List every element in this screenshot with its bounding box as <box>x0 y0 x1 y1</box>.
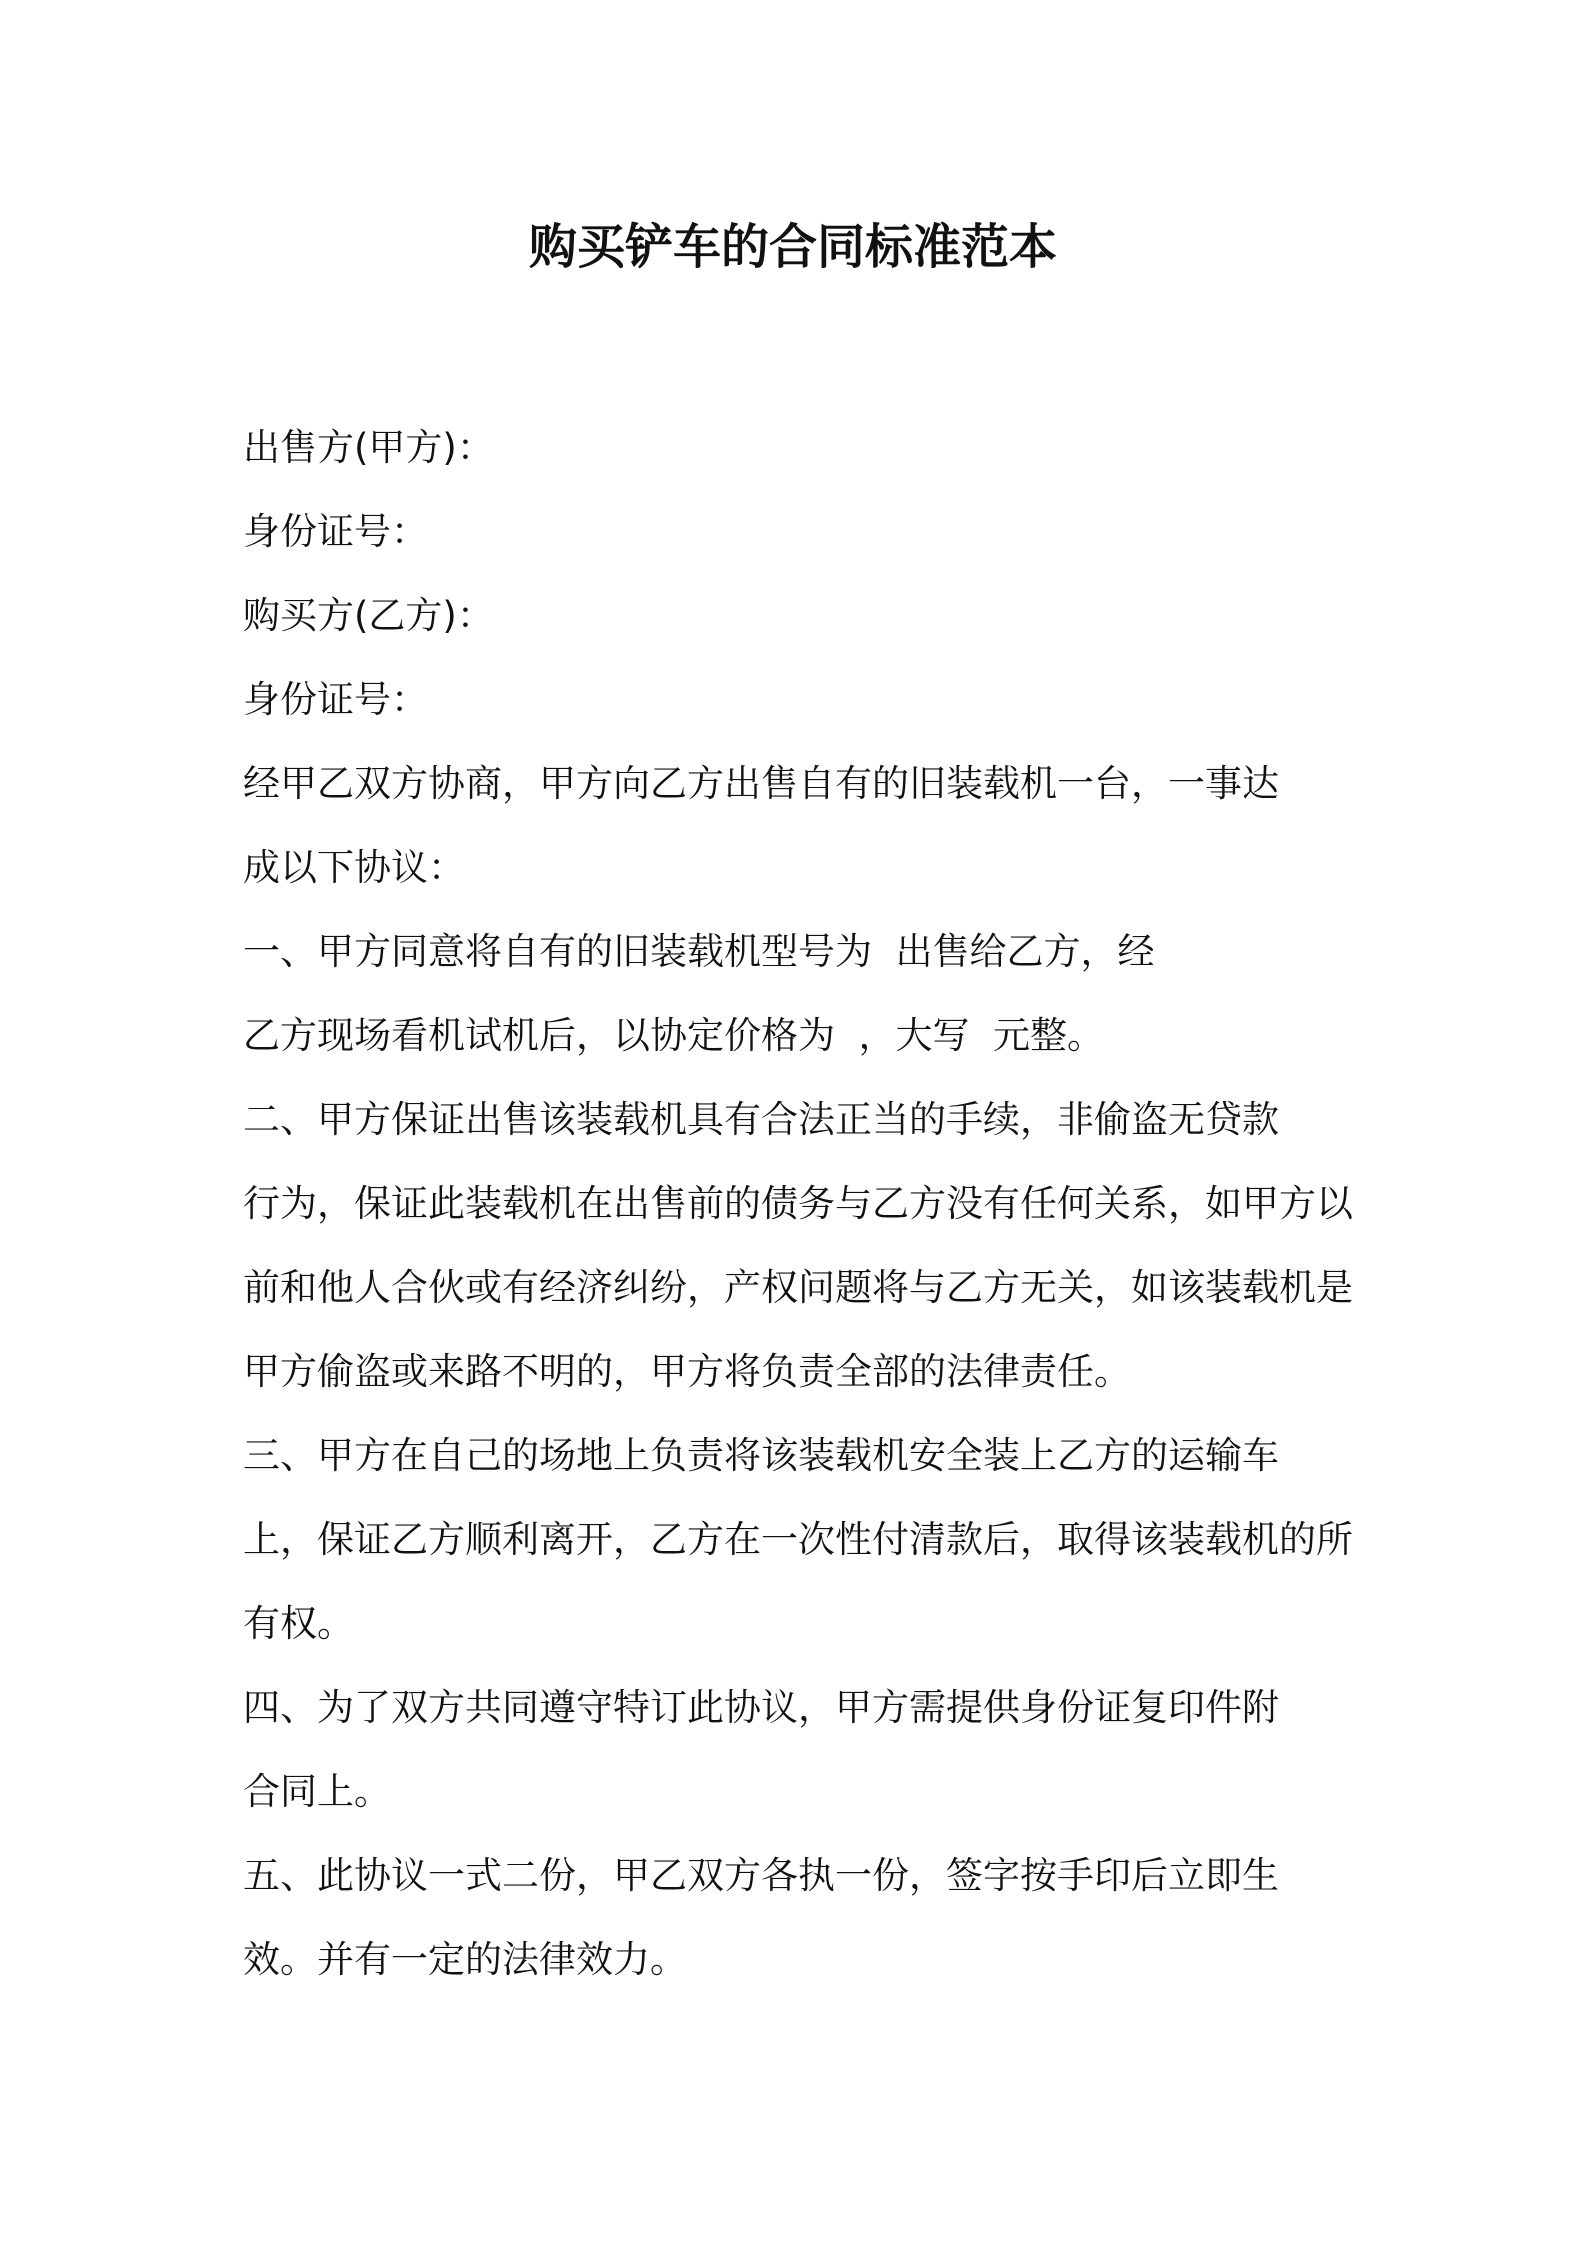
clause-5-line-2: 效。并有一定的法律效力。 <box>243 1938 687 1981</box>
clause-2-line-2: 行为，保证此装载机在出售前的债务与乙方没有任何关系，如甲方以 <box>243 1182 1353 1225</box>
document-body <box>243 406 1383 2002</box>
clause-1-line-2: 乙方现场看机试机后，以协定价格为 ，大写 元整。 <box>243 1014 1105 1057</box>
clause-3-line-3: 有权。 <box>243 1602 354 1645</box>
document-title: 购买铲车的合同标准范本 <box>528 219 1057 275</box>
clause-2-line-1: 二、甲方保证出售该装载机具有合法正当的手续，非偷盗无贷款 <box>243 1098 1279 1141</box>
clause-3-line-1: 三、甲方在自己的场地上负责将该装载机安全装上乙方的运输车 <box>243 1434 1279 1477</box>
clause-2-line-4: 甲方偷盗或来路不明的，甲方将负责全部的法律责任。 <box>243 1350 1131 1393</box>
clause-4-line-1: 四、为了双方共同遵守特订此协议，甲方需提供身份证复印件附 <box>243 1686 1279 1729</box>
intro-line-2: 成以下协议： <box>243 846 465 889</box>
seller-id-line: 身份证号： <box>243 510 428 553</box>
clause-2-line-3: 前和他人合伙或有经济纠纷，产权问题将与乙方无关，如该装载机是 <box>243 1266 1353 1309</box>
buyer-line: 购买方(乙方)： <box>243 594 494 637</box>
buyer-id-line: 身份证号： <box>243 678 428 721</box>
clause-4-line-2: 合同上。 <box>243 1770 391 1813</box>
clause-3-line-2: 上，保证乙方顺利离开，乙方在一次性付清款后，取得该装载机的所 <box>243 1518 1353 1561</box>
intro-line-1: 经甲乙双方协商，甲方向乙方出售自有的旧装载机一台，一事达 <box>243 762 1279 805</box>
clause-1-line-1: 一、甲方同意将自有的旧装载机型号为 出售给乙方，经 <box>243 930 1155 973</box>
clause-5-line-1: 五、此协议一式二份，甲乙双方各执一份，签字按手印后立即生 <box>243 1854 1279 1897</box>
seller-line: 出售方(甲方)： <box>243 426 494 469</box>
